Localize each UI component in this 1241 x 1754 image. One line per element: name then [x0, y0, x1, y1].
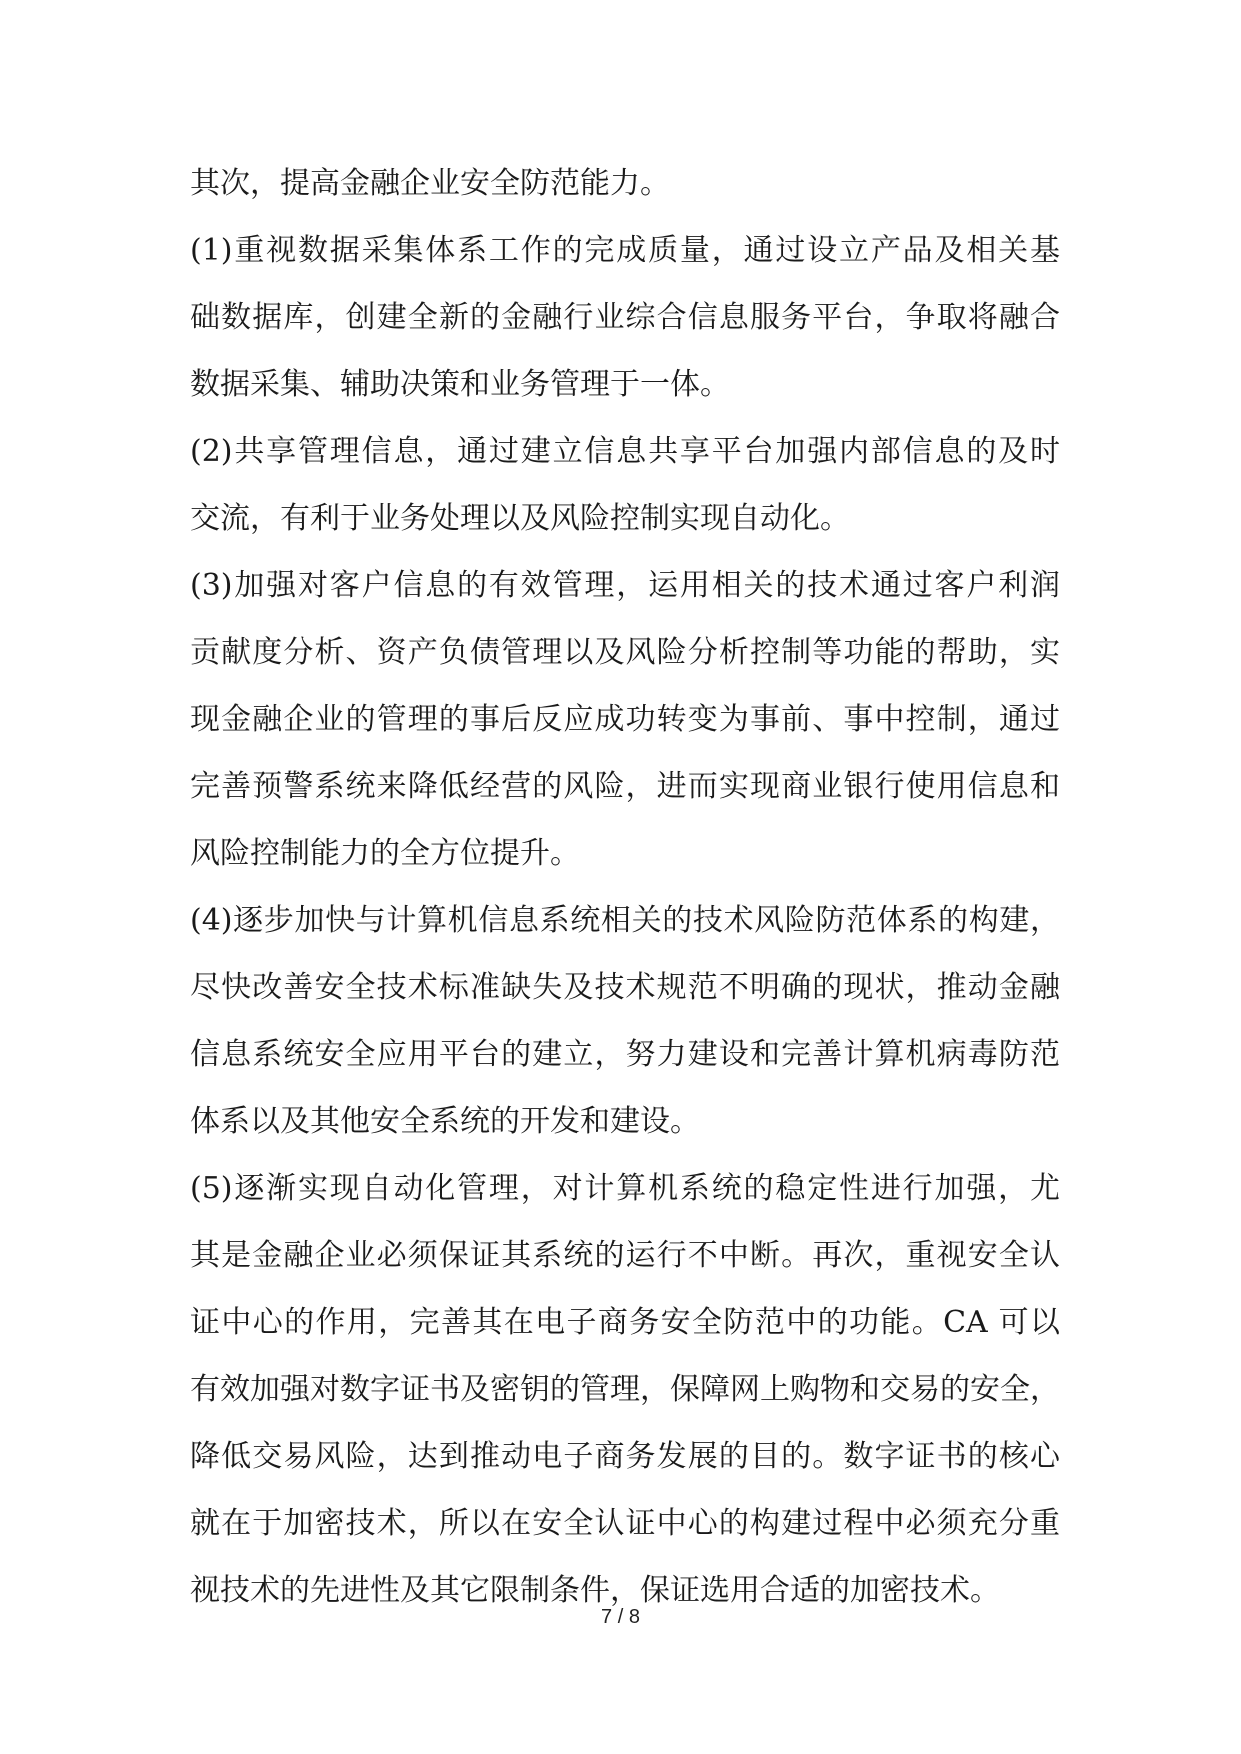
text-line: 降低交易风险，达到推动电子商务发展的目的。数字证书的核心: [190, 1439, 1060, 1474]
text-line: 证中心的作用，完善其在电子商务安全防范中的功能。CA 可以: [190, 1305, 1060, 1340]
text-line: (3)加强对客户信息的有效管理，运用相关的技术通过客户利润: [190, 568, 1060, 603]
text-line: 尽快改善安全技术标准缺失及技术规范不明确的现状，推动金融: [190, 970, 1060, 1005]
text-line: 现金融企业的管理的事后反应成功转变为事前、事中控制，通过: [190, 702, 1060, 737]
text-line: 体系以及其他安全系统的开发和建设。: [190, 1104, 700, 1139]
text-line: 风险控制能力的全方位提升。: [190, 836, 580, 871]
text-line: 础数据库，创建全新的金融行业综合信息服务平台，争取将融合: [190, 300, 1060, 335]
page-number: 7 / 8: [601, 1606, 640, 1628]
text-line: 有效加强对数字证书及密钥的管理，保障网上购物和交易的安全，: [190, 1372, 1060, 1407]
text-line: 其是金融企业必须保证其系统的运行不中断。再次，重视安全认: [190, 1238, 1060, 1273]
text-line: 贡献度分析、资产负债管理以及风险分析控制等功能的帮助，实: [190, 635, 1060, 670]
text-line: (1)重视数据采集体系工作的完成质量，通过设立产品及相关基: [190, 233, 1060, 268]
text-line: 其次，提高金融企业安全防范能力。: [190, 166, 670, 201]
text-line: 信息系统安全应用平台的建立，努力建设和完善计算机病毒防范: [190, 1037, 1060, 1072]
text-line: (2)共享管理信息，通过建立信息共享平台加强内部信息的及时: [190, 434, 1060, 469]
text-line: 交流，有利于业务处理以及风险控制实现自动化。: [190, 501, 850, 536]
text-line: 数据采集、辅助决策和业务管理于一体。: [190, 367, 730, 402]
body-text: [190, 150, 1060, 1624]
text-line: (5)逐渐实现自动化管理，对计算机系统的稳定性进行加强，尤: [190, 1171, 1060, 1206]
text-line: 完善预警系统来降低经营的风险，进而实现商业银行使用信息和: [190, 769, 1060, 804]
text-line: 就在于加密技术，所以在安全认证中心的构建过程中必须充分重: [190, 1506, 1060, 1541]
text-line: (4)逐步加快与计算机信息系统相关的技术风险防范体系的构建，: [190, 903, 1060, 938]
text-line: 视技术的先进性及其它限制条件，保证选用合适的加密技术。: [190, 1573, 1000, 1608]
